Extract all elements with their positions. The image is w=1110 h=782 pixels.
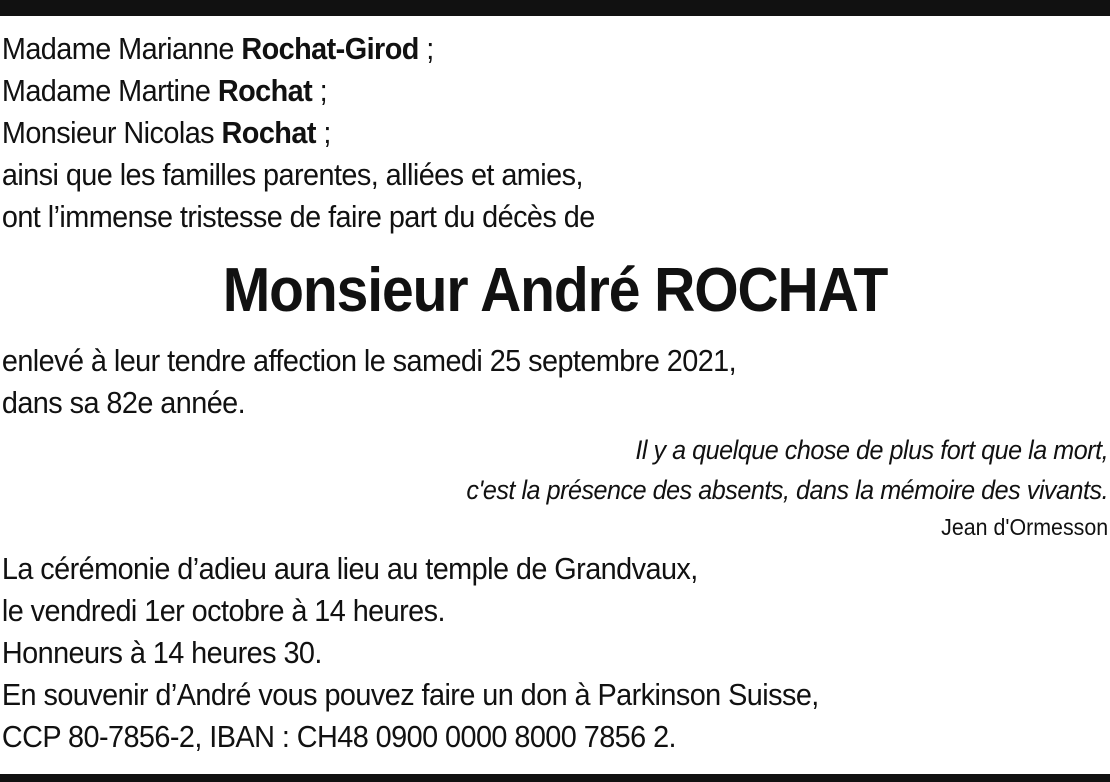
ceremony-line: CCP 80-7856-2, IBAN : CH48 0900 0000 8000 7856 2. (1, 719, 677, 754)
announcer-line (0, 28, 1032, 70)
quote-line: Il y a quelque chose de plus fort que la mort, (635, 435, 1109, 465)
announcer-surname: Rochat (221, 115, 316, 150)
announcer-punctuation: ; (315, 115, 331, 150)
announcer-first-name: Monsieur Nicolas (1, 115, 222, 150)
quote-author: Jean d'Ormesson (941, 514, 1109, 540)
quote-block (0, 430, 1110, 544)
ceremony-block (0, 548, 1110, 758)
quote-line: c'est la présence des absents, dans la mémoire des vivants. (466, 475, 1109, 505)
announcers-block (0, 28, 1110, 238)
announcer-first-name: Madame Martine (1, 73, 218, 108)
obituary-notice (0, 28, 1110, 758)
announcer-first-name: Madame Marianne (1, 31, 242, 66)
death-info-block (0, 340, 1110, 424)
deceased-name: Monsieur André ROCHAT (222, 256, 888, 325)
announcer-line (0, 112, 1032, 154)
ceremony-line: Honneurs à 14 heures 30. (1, 635, 322, 670)
announcer-surname: Rochat (217, 73, 313, 108)
ceremony-line: le vendredi 1er octobre à 14 heures. (1, 593, 445, 628)
announcer-punctuation: ; (312, 73, 328, 108)
bottom-border (0, 774, 1110, 782)
announcer-surname: Rochat-Girod (241, 31, 419, 66)
intro-line: ainsi que les familles parentes, alliées et amies, (1, 157, 583, 192)
intro-line: ont l’immense tristesse de faire part du décès de (1, 199, 595, 234)
ceremony-line: En souvenir d’André vous pouvez faire un don à Parkinson Suisse, (1, 677, 819, 712)
announcer-punctuation: ; (418, 31, 434, 66)
announcer-line (0, 70, 1032, 112)
top-border (0, 0, 1110, 16)
death-info-line: dans sa 82e année. (1, 385, 246, 420)
death-info-line: enlevé à leur tendre affection le samedi 25 septembre 2021, (1, 343, 737, 378)
ceremony-line: La cérémonie d’adieu aura lieu au temple de Grandvaux, (1, 551, 698, 586)
